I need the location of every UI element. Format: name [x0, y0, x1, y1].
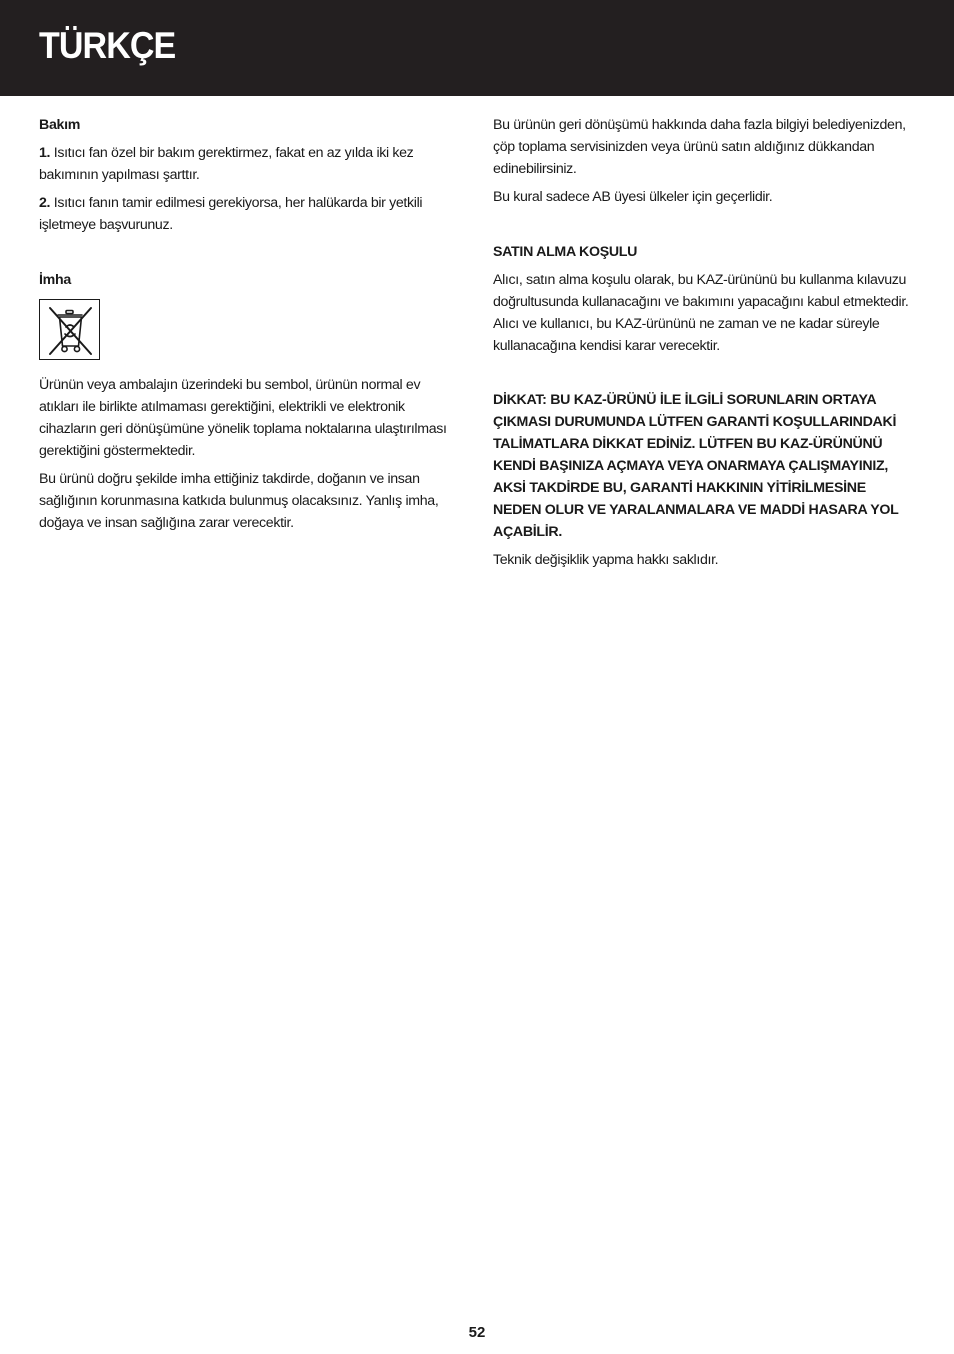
satin-alma-paragraph: Alıcı, satın alma koşulu olarak, bu KAZ-ürününü bu kullanma kılavuzu doğrultusunda kullanacağını ve bakımını yapacağını kabul etmektedir. Alıcı ve kullanıcı, bu KAZ-ürününü ne zaman ve ne kadar süreyle kullanacağına kendisi karar verecektir. — [493, 272, 909, 354]
bakim-item-1 — [39, 142, 461, 186]
imha-heading: İmha — [39, 272, 71, 288]
recycle-paragraph-2: Bu kural sadece AB üyesi ülkeler için geçerlidir. — [493, 189, 773, 205]
warning-paragraph: DİKKAT: BU KAZ-ÜRÜNÜ İLE İLGİLİ SORUNLARIN ORTAYA ÇIKMASI DURUMUNDA LÜTFEN GARANTİ KOŞULLARINDAKİ TALİMATLARA DİKKAT EDİNİZ. LÜTFEN BU KAZ-ÜRÜNÜNÜ KENDİ BAŞINIZA AÇMAYA VEYA ONARMAYA ÇALIŞMAYINIZ, AKSİ TAKDİRDE BU, GARANTİ HAKKININ YİTİRİLMESİNE NEDEN OLUR VE YARALANMALARA VE MADDİ HASARA YOL AÇABİLİR. — [493, 392, 899, 540]
imha-paragraph-1: Ürünün veya ambalajın üzerindeki bu sembol, ürünün normal ev atıkları ile birlikte atılmaması gerektiğini, elektrikli ve elektronik cihazların geri dönüşümüne yönelik toplama noktalarına ulaştırılması gerektiğini göstermektedir. — [39, 377, 447, 459]
technical-note: Teknik değişiklik yapma hakkı saklıdır. — [493, 552, 719, 568]
right-column — [493, 114, 915, 577]
spacer — [493, 363, 915, 389]
left-column — [39, 114, 461, 540]
bakim-item-2-text: Isıtıcı fanın tamir edilmesi gerekiyorsa, her halükarda bir yetkili işletmeye başvurunuz. — [39, 195, 423, 233]
satin-alma-heading: SATIN ALMA KOŞULU — [493, 244, 638, 260]
page-number: 52 — [468, 1324, 486, 1341]
crossed-out-wheelie-bin-icon — [39, 299, 100, 360]
header-bar — [0, 0, 954, 96]
bakim-item-2-number: 2. — [39, 195, 51, 211]
spacer — [39, 242, 461, 269]
recycle-paragraph-1: Bu ürünün geri dönüşümü hakkında daha fazla bilgiyi belediyenizden, çöp toplama servisinizden veya ürünü satın aldığınız dükkandan edinebilirsiniz. — [493, 117, 906, 177]
page-title: TÜRKÇE — [39, 25, 176, 66]
bakim-item-1-text: Isıtıcı fan özel bir bakım gerektirmez, fakat en az yılda iki kez bakımının yapılması şarttır. — [39, 145, 414, 183]
bakim-item-2 — [39, 192, 461, 236]
wheelie-bin-svg — [40, 300, 101, 361]
spacer — [493, 214, 915, 241]
bakim-item-1-number: 1. — [39, 145, 51, 161]
bakim-heading: Bakım — [39, 117, 81, 133]
imha-paragraph-2: Bu ürünü doğru şekilde imha ettiğiniz takdirde, doğanın ve insan sağlığının korunmasına katkıda bulunmuş olacaksınız. Yanlış imha, doğaya ve insan sağlığına zarar verecektir. — [39, 471, 439, 531]
